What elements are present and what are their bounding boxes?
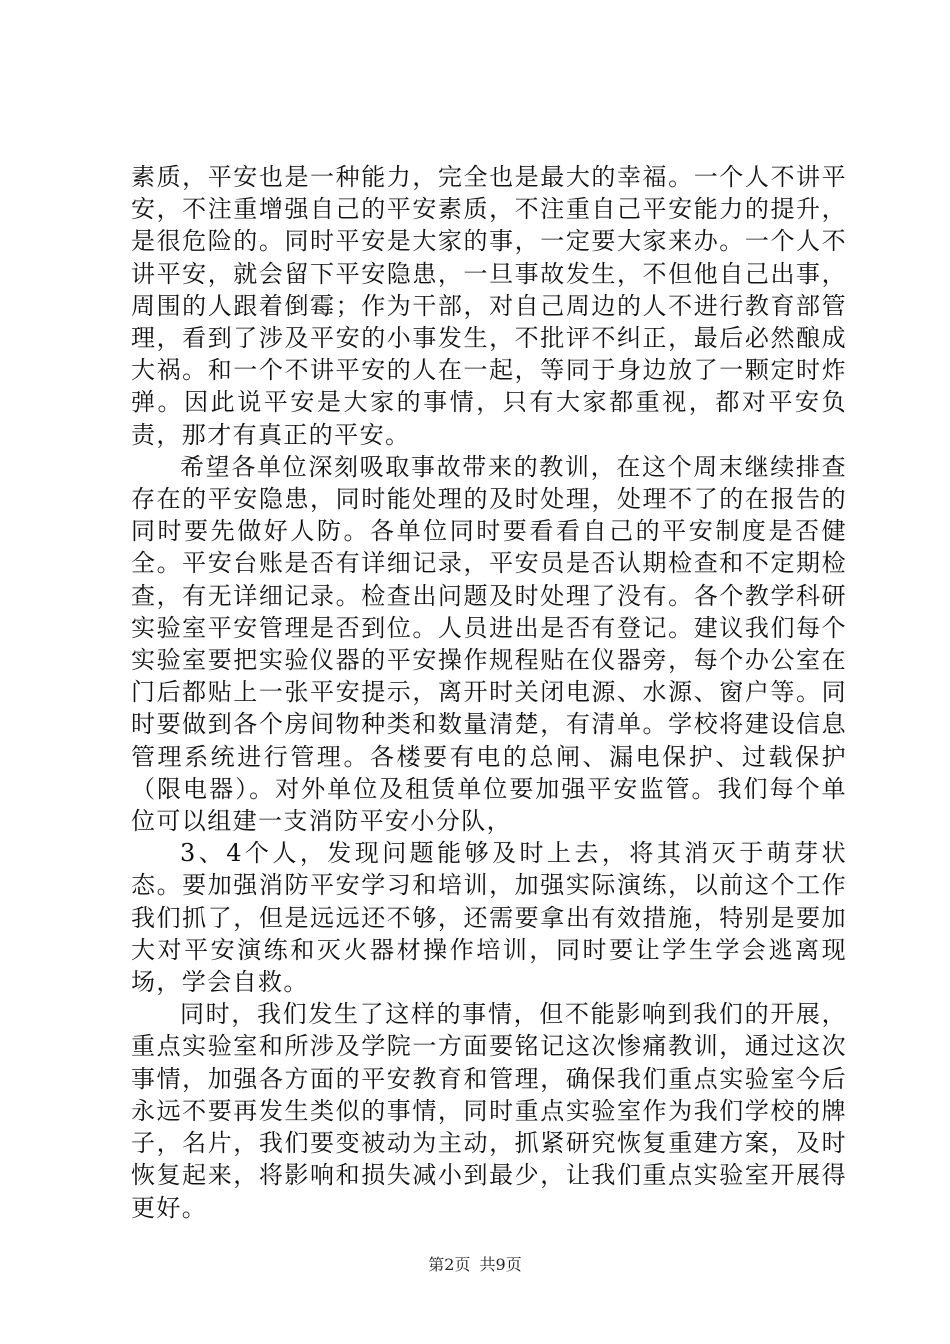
page-number: 第2页 [428,1255,471,1274]
paragraph-4: 同时，我们发生了这样的事情，但不能影响到我们的开展，重点实验室和所涉及学院一方面要铭记这次惨痛教训，通过这次事情，加强各方面的平安教育和管理，确保我们重点实验室今后永远不要再发生类似的事情，同时重点实验室作为我们学校的牌子，名片，我们要变被动为主动，抓紧研究恢复重建方案，及时恢复起来，将影响和损失减小到最少，让我们重点实验室开展得更好。 [131,1000,847,1222]
page-footer [0,1252,950,1275]
paragraph-3: 3、4个人，发现问题能够及时上去，将其消灭于萌芽状态。要加强消防平安学习和培训，加强实际演练，以前这个工作我们抓了，但是远远还不够，还需要拿出有效措施，特别是要加大对平安演练和灭火器材操作培训，同时要让学生学会逃离现场，学会自救。 [131,839,847,997]
paragraph-2: 希望各单位深刻吸取事故带来的教训，在这个周末继续排查存在的平安隐患，同时能处理的及时处理，处理不了的在报告的同时要先做好人防。各单位同时要看看自己的平安制度是否健全。平安台账是否有详细记录，平安员是否认期检查和不定期检查，有无详细记录。检查出问题及时处理了没有。各个教学科研实验室平安管理是否到位。人员进出是否有登记。建议我们每个实验室要把实验仪器的平安操作规程贴在仪器旁，每个办公室在门后都贴上一张平安提示，离开时关闭电源、水源、窗户等。同时要做到各个房间物种类和数量清楚，有清单。学校将建设信息管理系统进行管理。各楼要有电的总闸、漏电保护、过载保护（限电器）。对外单位及租赁单位要加强平安监管。我们每个单位可以组建一支消防平安小分队， [131,452,847,836]
paragraph-1: 素质，平安也是一种能力，完全也是最大的幸福。一个人不讲平安，不注重增强自己的平安素质，不注重自己平安能力的提升，是很危险的。同时平安是大家的事，一定要大家来办。一个人不讲平安，就会留下平安隐患，一旦事故发生，不但他自己出事，周围的人跟着倒霉；作为干部，对自己周边的人不进行教育部管理，看到了涉及平安的小事发生，不批评不纠正，最后必然酿成大祸。和一个不讲平安的人在一起，等同于身边放了一颗定时炸弹。因此说平安是大家的事情，只有大家都重视，都对平安负责，那才有真正的平安。 [131,163,847,449]
document-body [131,161,847,1224]
page-total: 共9页 [479,1255,522,1274]
